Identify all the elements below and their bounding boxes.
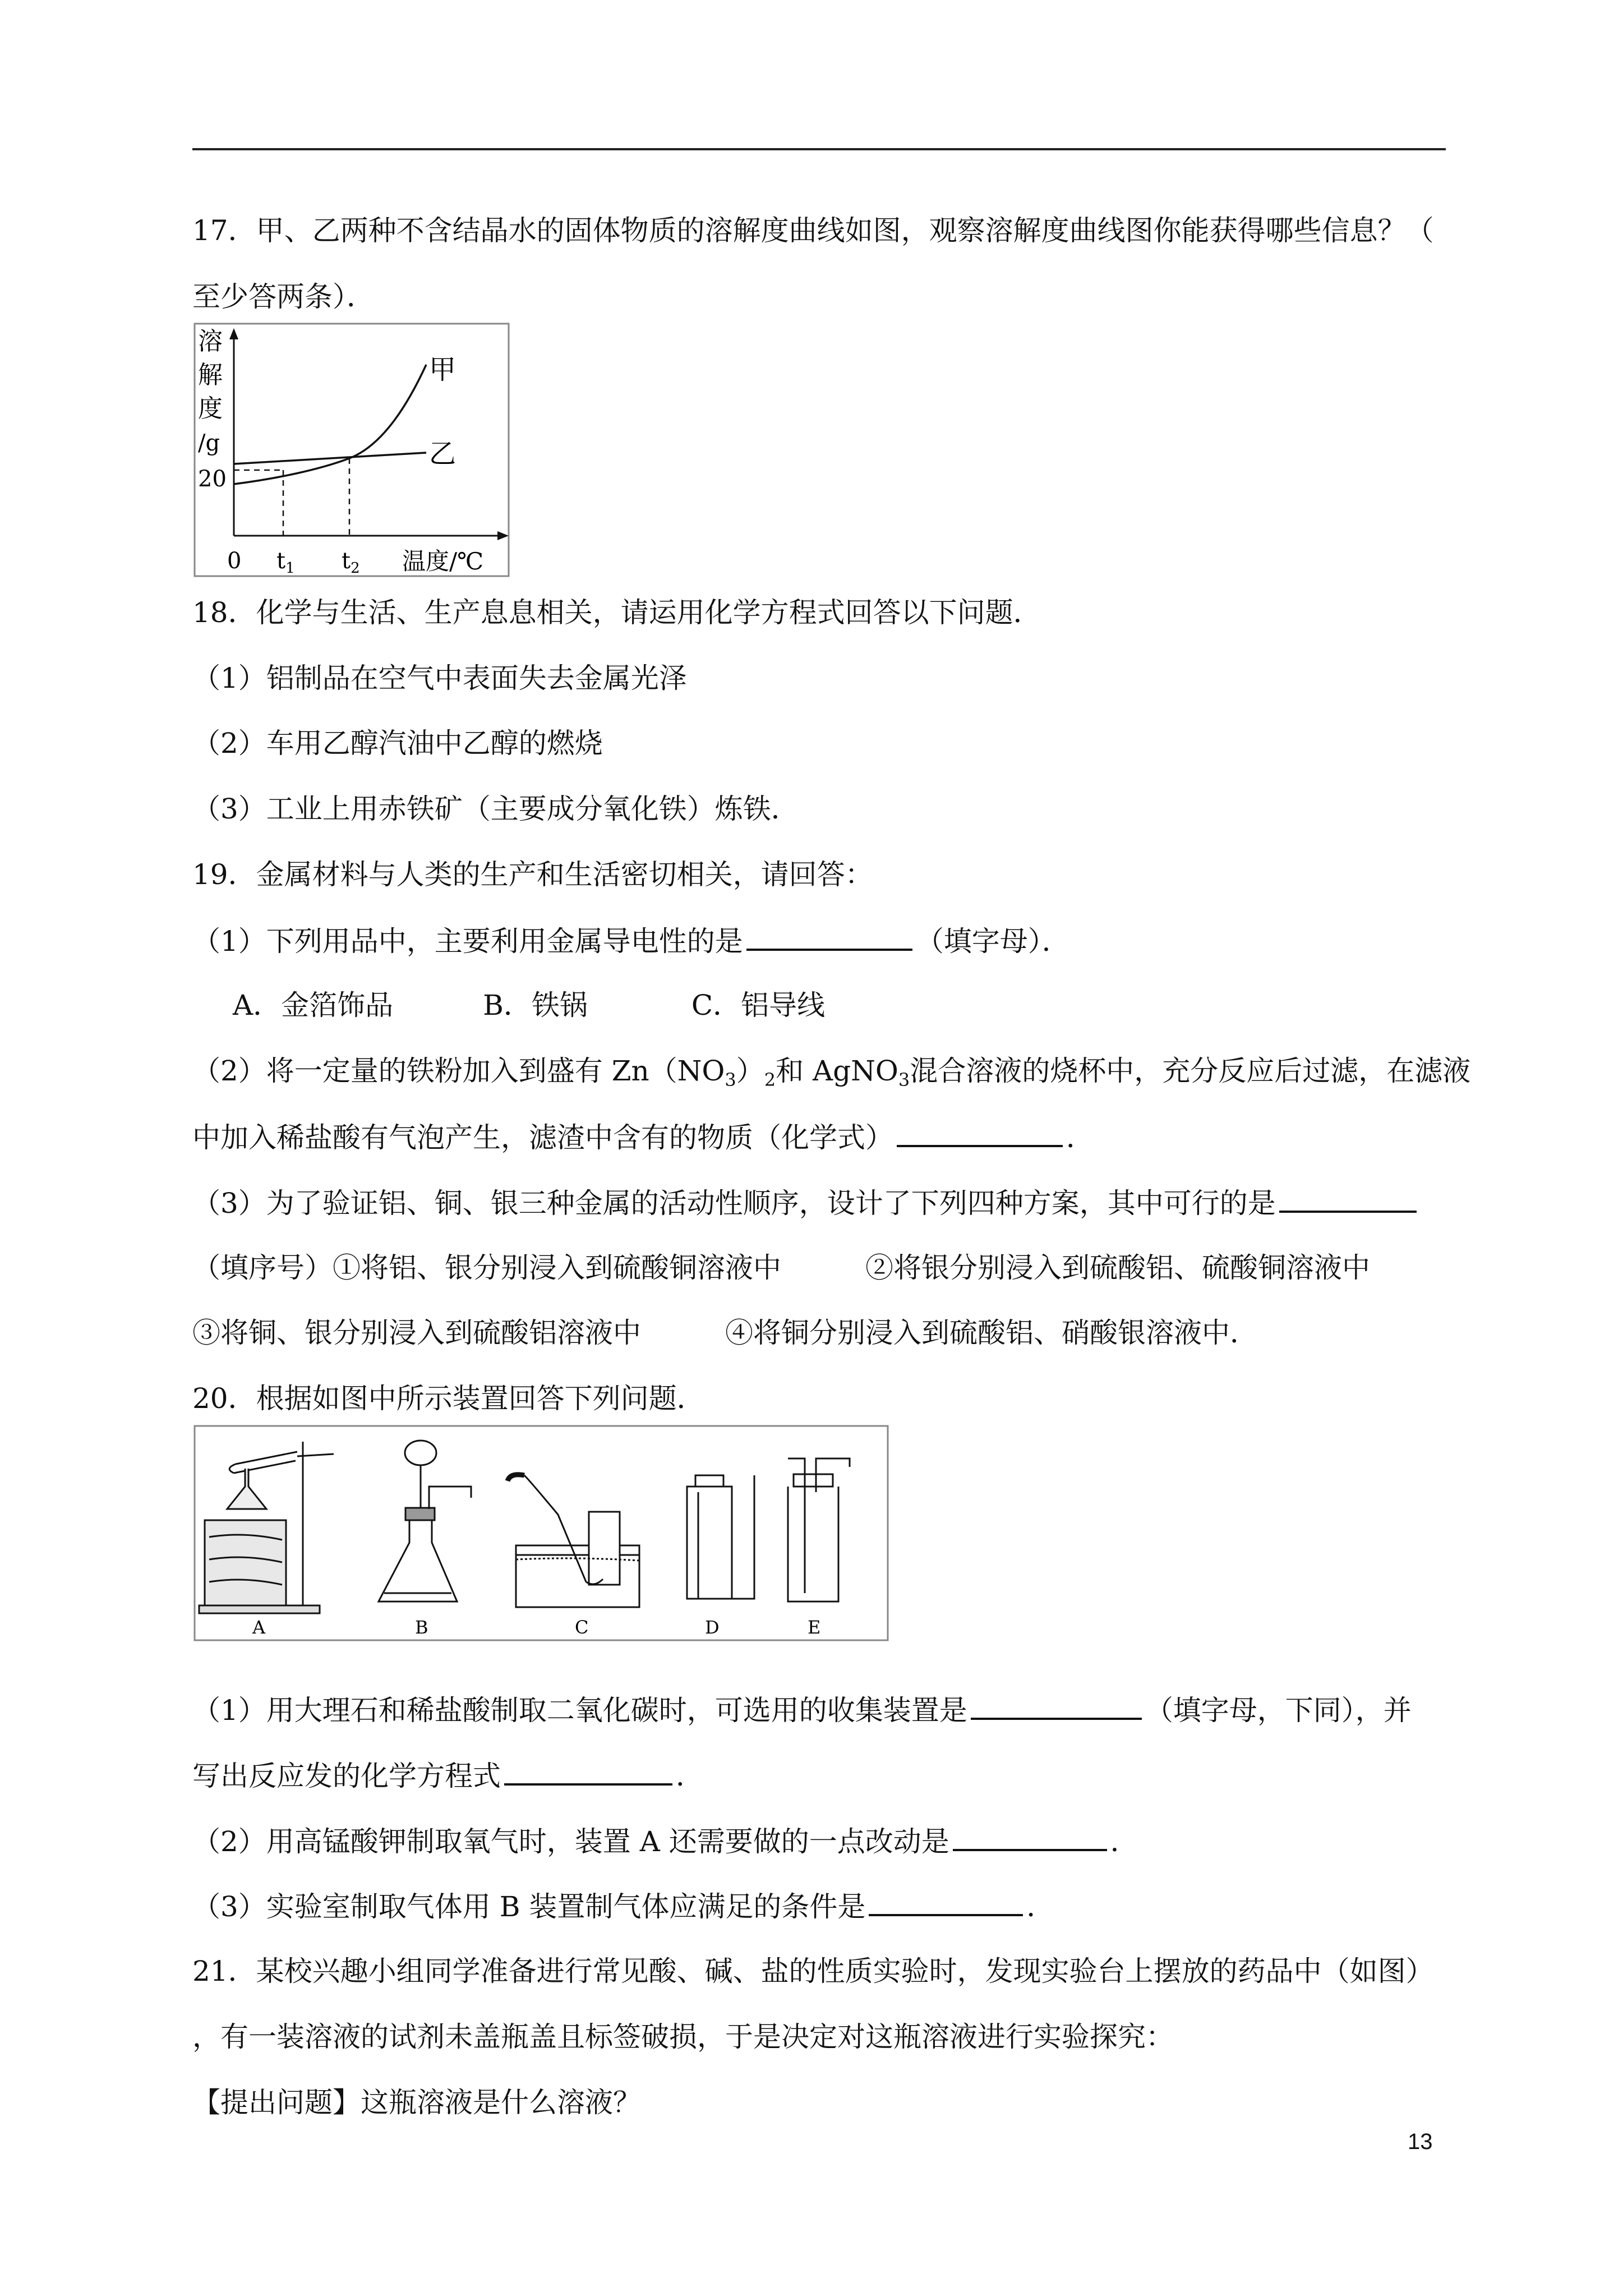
y-tick-20: 20 <box>198 466 227 492</box>
answer-blank[interactable] <box>971 1691 1142 1720</box>
q18-stem: 18．化学与生活、生产息息相关，请运用化学方程式回答以下问题． <box>192 596 1041 629</box>
apparatus-c <box>508 1475 639 1607</box>
apparatus-a <box>199 1442 334 1613</box>
answer-blank[interactable] <box>869 1887 1023 1916</box>
origin-label: 0 <box>227 548 242 574</box>
q18-part2: （2）车用乙醇汽油中乙醇的燃烧 <box>192 727 603 760</box>
q20-stem: 20．根据如图中所示装置回答下列问题． <box>192 1382 705 1415</box>
figure-border <box>195 324 509 576</box>
label-c: C <box>575 1617 589 1638</box>
option-a: A．金箔饰品 <box>233 989 394 1022</box>
y-label-1: 溶 <box>198 327 223 356</box>
q21-line1: 21．某校兴趣小组同学准备进行常见酸、碱、盐的性质实验时，发现实验台上摆放的药品中（如图） <box>192 1955 1434 1987</box>
y-label-3: 度 <box>198 394 223 423</box>
page-number: 13 <box>1408 2129 1433 2154</box>
answer-blank[interactable] <box>897 1118 1063 1147</box>
x-tick-t1: $t_1$ <box>276 548 295 577</box>
answer-blank[interactable] <box>1279 1184 1417 1213</box>
y-axis-arrow <box>229 328 238 339</box>
label-e: E <box>808 1617 821 1638</box>
x-axis-label: 温度/℃ <box>402 547 484 575</box>
q18-part3: （3）工业上用赤铁矿（主要成分氧化铁）炼铁． <box>192 793 799 825</box>
header-rule <box>192 148 1446 150</box>
series-label-jia: 甲 <box>429 354 457 385</box>
apparatus-d <box>687 1475 754 1599</box>
q18-part1: （1）铝制品在空气中表面失去金属光泽 <box>192 662 687 694</box>
answer-blank[interactable] <box>746 922 912 951</box>
q19-part2-line1: （2）将一定量的铁粉加入到盛有 $Zn(NO_3)_2$和 AgNO$_3$混合溶液的烧杯中，充分反应后过滤，在滤液 <box>192 1055 1471 1091</box>
q19-part1: （1）下列用品中，主要利用金属导电性的是 （填字母）． <box>192 922 1070 960</box>
y-label-2: 解 <box>198 361 223 389</box>
series-label-yi: 乙 <box>429 438 457 470</box>
x-axis-arrow <box>497 531 509 540</box>
q19-part3-line3: ③将铜、银分别浸入到硫酸铝溶液中 ④将铜分别浸入到硫酸铝、硝酸银溶液中． <box>192 1317 1258 1349</box>
q20-part1-line1: （1）用大理石和稀盐酸制取二氧化碳时，可选用的收集装置是 （填字母，下同），并 <box>192 1691 1412 1729</box>
curve-yi <box>234 453 426 464</box>
q17-line2: 至少答两条）． <box>192 280 375 313</box>
apparatus-b <box>379 1441 471 1602</box>
q19-options <box>233 987 825 1024</box>
option-c: C．铝导线 <box>691 989 826 1022</box>
curve-jia <box>234 365 426 484</box>
apparatus-figure <box>193 1425 889 1641</box>
q19-stem: 19．金属材料与人类的生产和生活密切相关，请回答： <box>192 858 873 891</box>
q19-part3-line1: （3）为了验证铝、铜、银三种金属的活动性顺序，设计了下列四种方案，其中可行的是 <box>192 1184 1420 1222</box>
q21-line3: 【提出问题】这瓶溶液是什么溶液？ <box>192 2086 641 2119</box>
apparatus-e <box>788 1458 850 1602</box>
q20-part2: （2）用高锰酸钾制取氧气时，装置 A 还需要做的一点改动是 ． <box>192 1822 1138 1860</box>
label-d: D <box>705 1617 720 1638</box>
solubility-curve-figure <box>193 323 510 578</box>
q21-line2: ，有一装溶液的试剂未盖瓶盖且标签破损，于是决定对这瓶溶液进行实验探究： <box>192 2021 1174 2053</box>
q20-part1-line2: 写出反应发的化学方程式 ． <box>192 1756 704 1795</box>
q19-part2-line2: 中加入稀盐酸有气泡产生，滤渣中含有的物质（化学式） ． <box>192 1118 1094 1156</box>
answer-blank[interactable] <box>504 1756 672 1786</box>
answer-blank[interactable] <box>953 1822 1107 1851</box>
q17-line1: 17．甲、乙两种不含结晶水的固体物质的溶解度曲线如图，观察溶解度曲线图你能获得哪些信息？（ <box>192 214 1434 247</box>
y-label-4: /g <box>198 430 220 456</box>
label-b: B <box>415 1617 428 1638</box>
x-tick-t2: $t_2$ <box>342 548 360 577</box>
label-a: A <box>252 1617 266 1638</box>
q19-part3-line2: （填序号）①将铝、银分别浸入到硫酸铜溶液中 ②将银分别浸入到硫酸铝、硫酸铜溶液中 <box>192 1251 1370 1284</box>
option-b: B．铁锅 <box>483 989 588 1022</box>
q20-part3: （3）实验室制取气体用 B 装置制气体应满足的条件是 ． <box>192 1887 1054 1925</box>
